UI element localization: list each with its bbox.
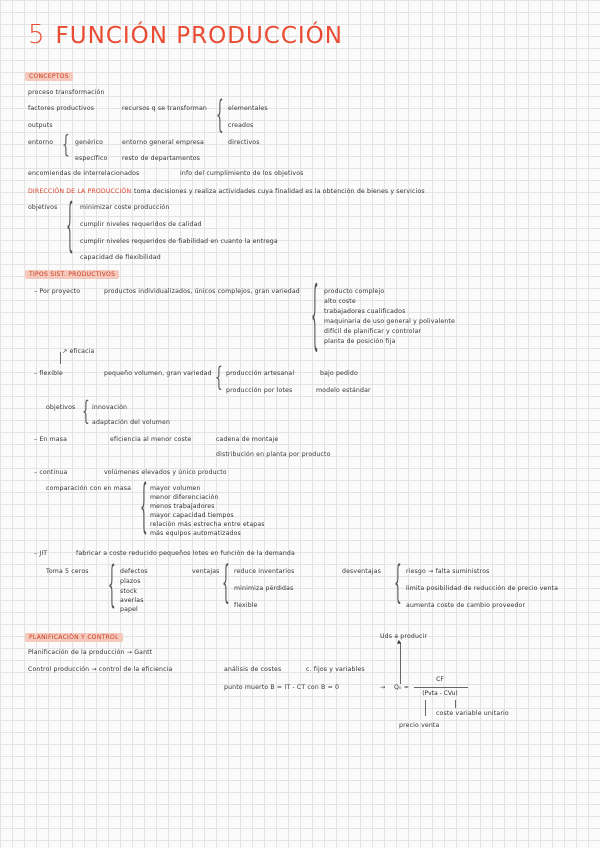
analisis-text: análisis de costes <box>224 666 282 673</box>
modelo-estandar-text: modelo estándar <box>316 387 371 394</box>
comp-item: mayor capacidad tiempos <box>150 512 234 519</box>
proyecto-desc-text: productos individualizados, únicos complejos, gran variedad <box>104 288 300 295</box>
brace-icon: { <box>215 362 223 393</box>
cero-item: stock <box>120 588 138 595</box>
brace-icon: { <box>108 558 116 614</box>
comp-item: más equipos automatizados <box>150 530 241 537</box>
outputs-text: outputs <box>28 122 53 129</box>
direccion-label: DIRECCIÓN DE LA PRODUCCIÓN <box>28 188 132 195</box>
elementales-text: elementales <box>228 105 268 112</box>
comp-item: relación más estrecha entre etapas <box>150 521 265 528</box>
proyecto-item: trabajadores cualificados <box>324 308 406 315</box>
brace-icon: { <box>311 275 319 361</box>
objetivo-item: minimizar coste producción <box>80 204 170 211</box>
produccion-artesanal-text: producción artesanal <box>226 370 295 377</box>
objetivo-item: cumplir niveles requeridos de calidad <box>80 221 202 228</box>
resto-text: resto de departamentos <box>122 155 201 162</box>
planif-text: Planificación de la producción → Gantt <box>28 649 153 656</box>
proyecto-item: alto coste <box>324 298 356 305</box>
bajo-pedido-text: bajo pedido <box>320 370 358 377</box>
arrow-line <box>60 352 61 364</box>
flexible-desc-text: pequeño volumen, gran variedad <box>104 370 212 377</box>
ventajas-label: ventajas <box>192 568 220 575</box>
objetivos-label: objetivos <box>28 204 58 211</box>
recursos-text: recursos q se transforman <box>122 105 207 112</box>
info-text: info del cumplimiento de los objetivos <box>180 170 304 177</box>
toma-ceros-text: Toma 5 ceros <box>46 568 89 575</box>
uds-text: Uds a producir <box>380 633 428 640</box>
brace-icon: { <box>216 94 224 138</box>
brace-icon: { <box>222 559 230 609</box>
cero-item: plazos <box>120 578 141 585</box>
continua-desc-text: volúmenes elevados y único producto <box>104 469 227 476</box>
punto-muerto-text: punto muerto B = IT - CT con B = 0 <box>224 684 340 691</box>
brace-icon: { <box>66 194 74 260</box>
eficacia-text: ↗ eficacia <box>62 348 95 355</box>
flexible-text: – flexible <box>34 370 63 377</box>
denominador-text: (Pvta - CVu) <box>422 690 458 697</box>
generico-text: genérico <box>75 139 104 146</box>
section-planificacion: PLANIFICACIÓN Y CONTROL <box>25 633 123 642</box>
arrow-line <box>425 700 426 716</box>
brace-icon: { <box>62 131 70 160</box>
distribucion-text: distribución en planta por producto <box>216 451 331 458</box>
q0-arrow: → <box>380 684 386 691</box>
arrow-line <box>400 642 401 684</box>
cadena-text: cadena de montaje <box>216 436 279 443</box>
en-masa-text: – En masa <box>34 436 68 443</box>
control-text: Control producción → control de la eficiencia <box>28 666 173 673</box>
directivos-text: directivos <box>228 139 260 146</box>
produccion-lotes-text: producción por lotes <box>226 387 293 394</box>
brace-icon: { <box>394 559 402 609</box>
masa-desc-text: eficiencia al menor coste <box>110 436 192 443</box>
encomienda-text: encomiendas de interrelacionados <box>28 170 140 177</box>
entorno-general-text: entorno general empresa <box>122 139 204 146</box>
arrow-line <box>455 700 456 708</box>
section-tipos: TIPOS SIST. PRODUCTIVOS <box>25 270 119 279</box>
desventaja-item: limita posibilidad de reducción de precio venta <box>406 585 559 592</box>
entorno-text: entorno <box>28 139 54 146</box>
jit-desc-text: fabricar a coste reducido pequeños lotes en función de la demanda <box>76 550 295 557</box>
creados-text: creados <box>228 122 254 129</box>
cf-text: CF <box>436 676 444 683</box>
precio-text: precio venta <box>399 722 440 729</box>
continua-text: – continua <box>34 469 68 476</box>
direccion-text: toma decisiones y realiza actividades cuya finalidad es la obtención de bienes y servicios <box>134 188 425 195</box>
obj-flex-item: adaptación del volumen <box>92 419 171 426</box>
objetivos-flex-label: objetivos <box>46 404 76 411</box>
ventaja-item: flexible <box>234 602 258 609</box>
proyecto-item: planta de posición fija <box>324 338 396 345</box>
proceso-text: proceso transformación <box>28 89 105 96</box>
cero-item: defectos <box>120 568 148 575</box>
page-title: 5 FUNCIÓN PRODUCCIÓN <box>28 20 343 50</box>
cero-item: papel <box>120 606 138 613</box>
obj-flex-item: innovación <box>92 404 128 411</box>
comparacion-text: comparación con en masa <box>46 485 132 492</box>
especifico-text: específico <box>75 155 108 162</box>
ventaja-item: minimiza pérdidas <box>234 585 294 592</box>
desventajas-label: desventajas <box>342 568 381 575</box>
objetivo-item: capacidad de flexibilidad <box>80 254 161 261</box>
section-conceptos: CONCEPTOS <box>25 72 73 81</box>
proyecto-item: difícil de planificar y controlar <box>324 328 422 335</box>
brace-icon: { <box>82 396 90 427</box>
fraction-bar <box>414 687 468 688</box>
cero-item: averías <box>120 597 144 604</box>
proyecto-item: maquinaria de uso general y polivalente <box>324 318 455 325</box>
brace-icon: { <box>140 475 148 541</box>
por-proyecto-text: – Por proyecto <box>34 288 81 295</box>
comp-item: menos trabajadores <box>150 503 215 510</box>
coste-var-text: coste variable unitario <box>436 710 509 717</box>
comp-item: mayor volumen <box>150 485 201 492</box>
proyecto-item: producto complejo <box>324 288 385 295</box>
q0-text: Q₀ = <box>394 684 410 691</box>
desventaja-item: riesgo → falta suministros <box>406 568 490 575</box>
costes-text: c. fijos y variables <box>306 666 365 673</box>
factores-text: factores productivos <box>28 105 95 112</box>
ventaja-item: reduce inventarios <box>234 568 295 575</box>
jit-text: – JIT <box>34 550 48 557</box>
objetivo-item: cumplir niveles requeridos de fiabilidad en cuanto la entrega <box>80 238 278 245</box>
desventaja-item: aumenta coste de cambio proveedor <box>406 602 526 609</box>
arrow-up-icon: ▲ <box>397 639 401 645</box>
comp-item: menor diferenciación <box>150 494 219 501</box>
